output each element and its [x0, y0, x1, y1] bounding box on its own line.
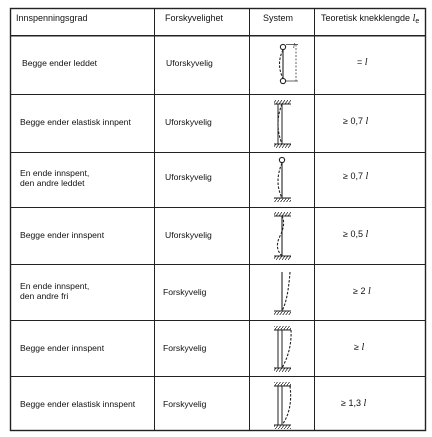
- system-elastic-elastic-sway-diagram: [274, 382, 291, 429]
- system-pinned-pinned-diagram: [280, 44, 299, 83]
- top-hinge-icon: [280, 44, 285, 49]
- header-displacement: Forskyvelighet: [165, 13, 224, 23]
- row-5-displacement: Forskyvelig: [163, 287, 207, 297]
- row-7-restraint: Begge ender elastisk innspent: [20, 399, 136, 409]
- row-2-restraint: Begge ender elastisk innpent: [20, 117, 131, 127]
- row-6-restraint: Begge ender innspent: [20, 343, 105, 353]
- row-3-length-symbol: l: [365, 171, 369, 182]
- row-5-length-symbol: l: [367, 286, 371, 297]
- header-system: System: [263, 13, 294, 23]
- bottom-hinge-icon: [280, 78, 285, 83]
- header-buckling-length-text: Teoretisk knekklengde: [321, 13, 413, 23]
- row-1-value-text: =: [357, 57, 365, 67]
- row-6-length-symbol: l: [361, 342, 365, 353]
- row-4-value-text: ≥ 0,5: [343, 229, 366, 239]
- diagram-length-label: l: [293, 42, 295, 50]
- row-1-restraint: Begge ender leddet: [22, 58, 98, 68]
- header-length-subscript: e: [415, 18, 420, 25]
- row-4-restraint: Begge ender innspent: [20, 230, 105, 240]
- row-7-displacement: Forskyvelig: [163, 399, 207, 409]
- system-fixed-fixed-sway-diagram: [274, 326, 291, 372]
- row-5-restraint: En ende innspent, den andre fri: [20, 281, 90, 302]
- row-1-displacement: Uforskyvelig: [166, 58, 213, 68]
- row-6-displacement: Forskyvelig: [163, 343, 207, 353]
- system-fixed-pinned-diagram: [274, 157, 291, 202]
- system-fixed-free-diagram: [274, 272, 291, 315]
- header-restraint: Innspenningsgrad: [16, 13, 88, 23]
- row-6-value-text: ≥: [354, 342, 362, 352]
- row-3-restraint: En ende innspent, den andre leddet: [20, 168, 90, 189]
- row-7-value-text: ≥ 1,3: [341, 398, 364, 408]
- row-1-length-symbol: l: [364, 57, 368, 68]
- header-length-symbol: l: [412, 13, 416, 24]
- row-2-length-symbol: l: [365, 116, 369, 127]
- row-3-value-text: ≥ 0,7: [343, 171, 366, 181]
- system-elastic-elastic-diagram: [274, 100, 291, 148]
- row-3-displacement: Uforskyvelig: [165, 172, 212, 182]
- row-7-length-symbol: l: [363, 398, 367, 409]
- hinge-icon: [279, 157, 284, 162]
- row-4-length-symbol: l: [365, 229, 369, 240]
- system-fixed-fixed-diagram: [274, 212, 291, 260]
- row-2-value-text: ≥ 0,7: [343, 116, 366, 126]
- row-4-displacement: Uforskyvelig: [165, 230, 212, 240]
- row-5-value-text: ≥ 2: [353, 286, 368, 296]
- row-2-displacement: Uforskyvelig: [165, 117, 212, 127]
